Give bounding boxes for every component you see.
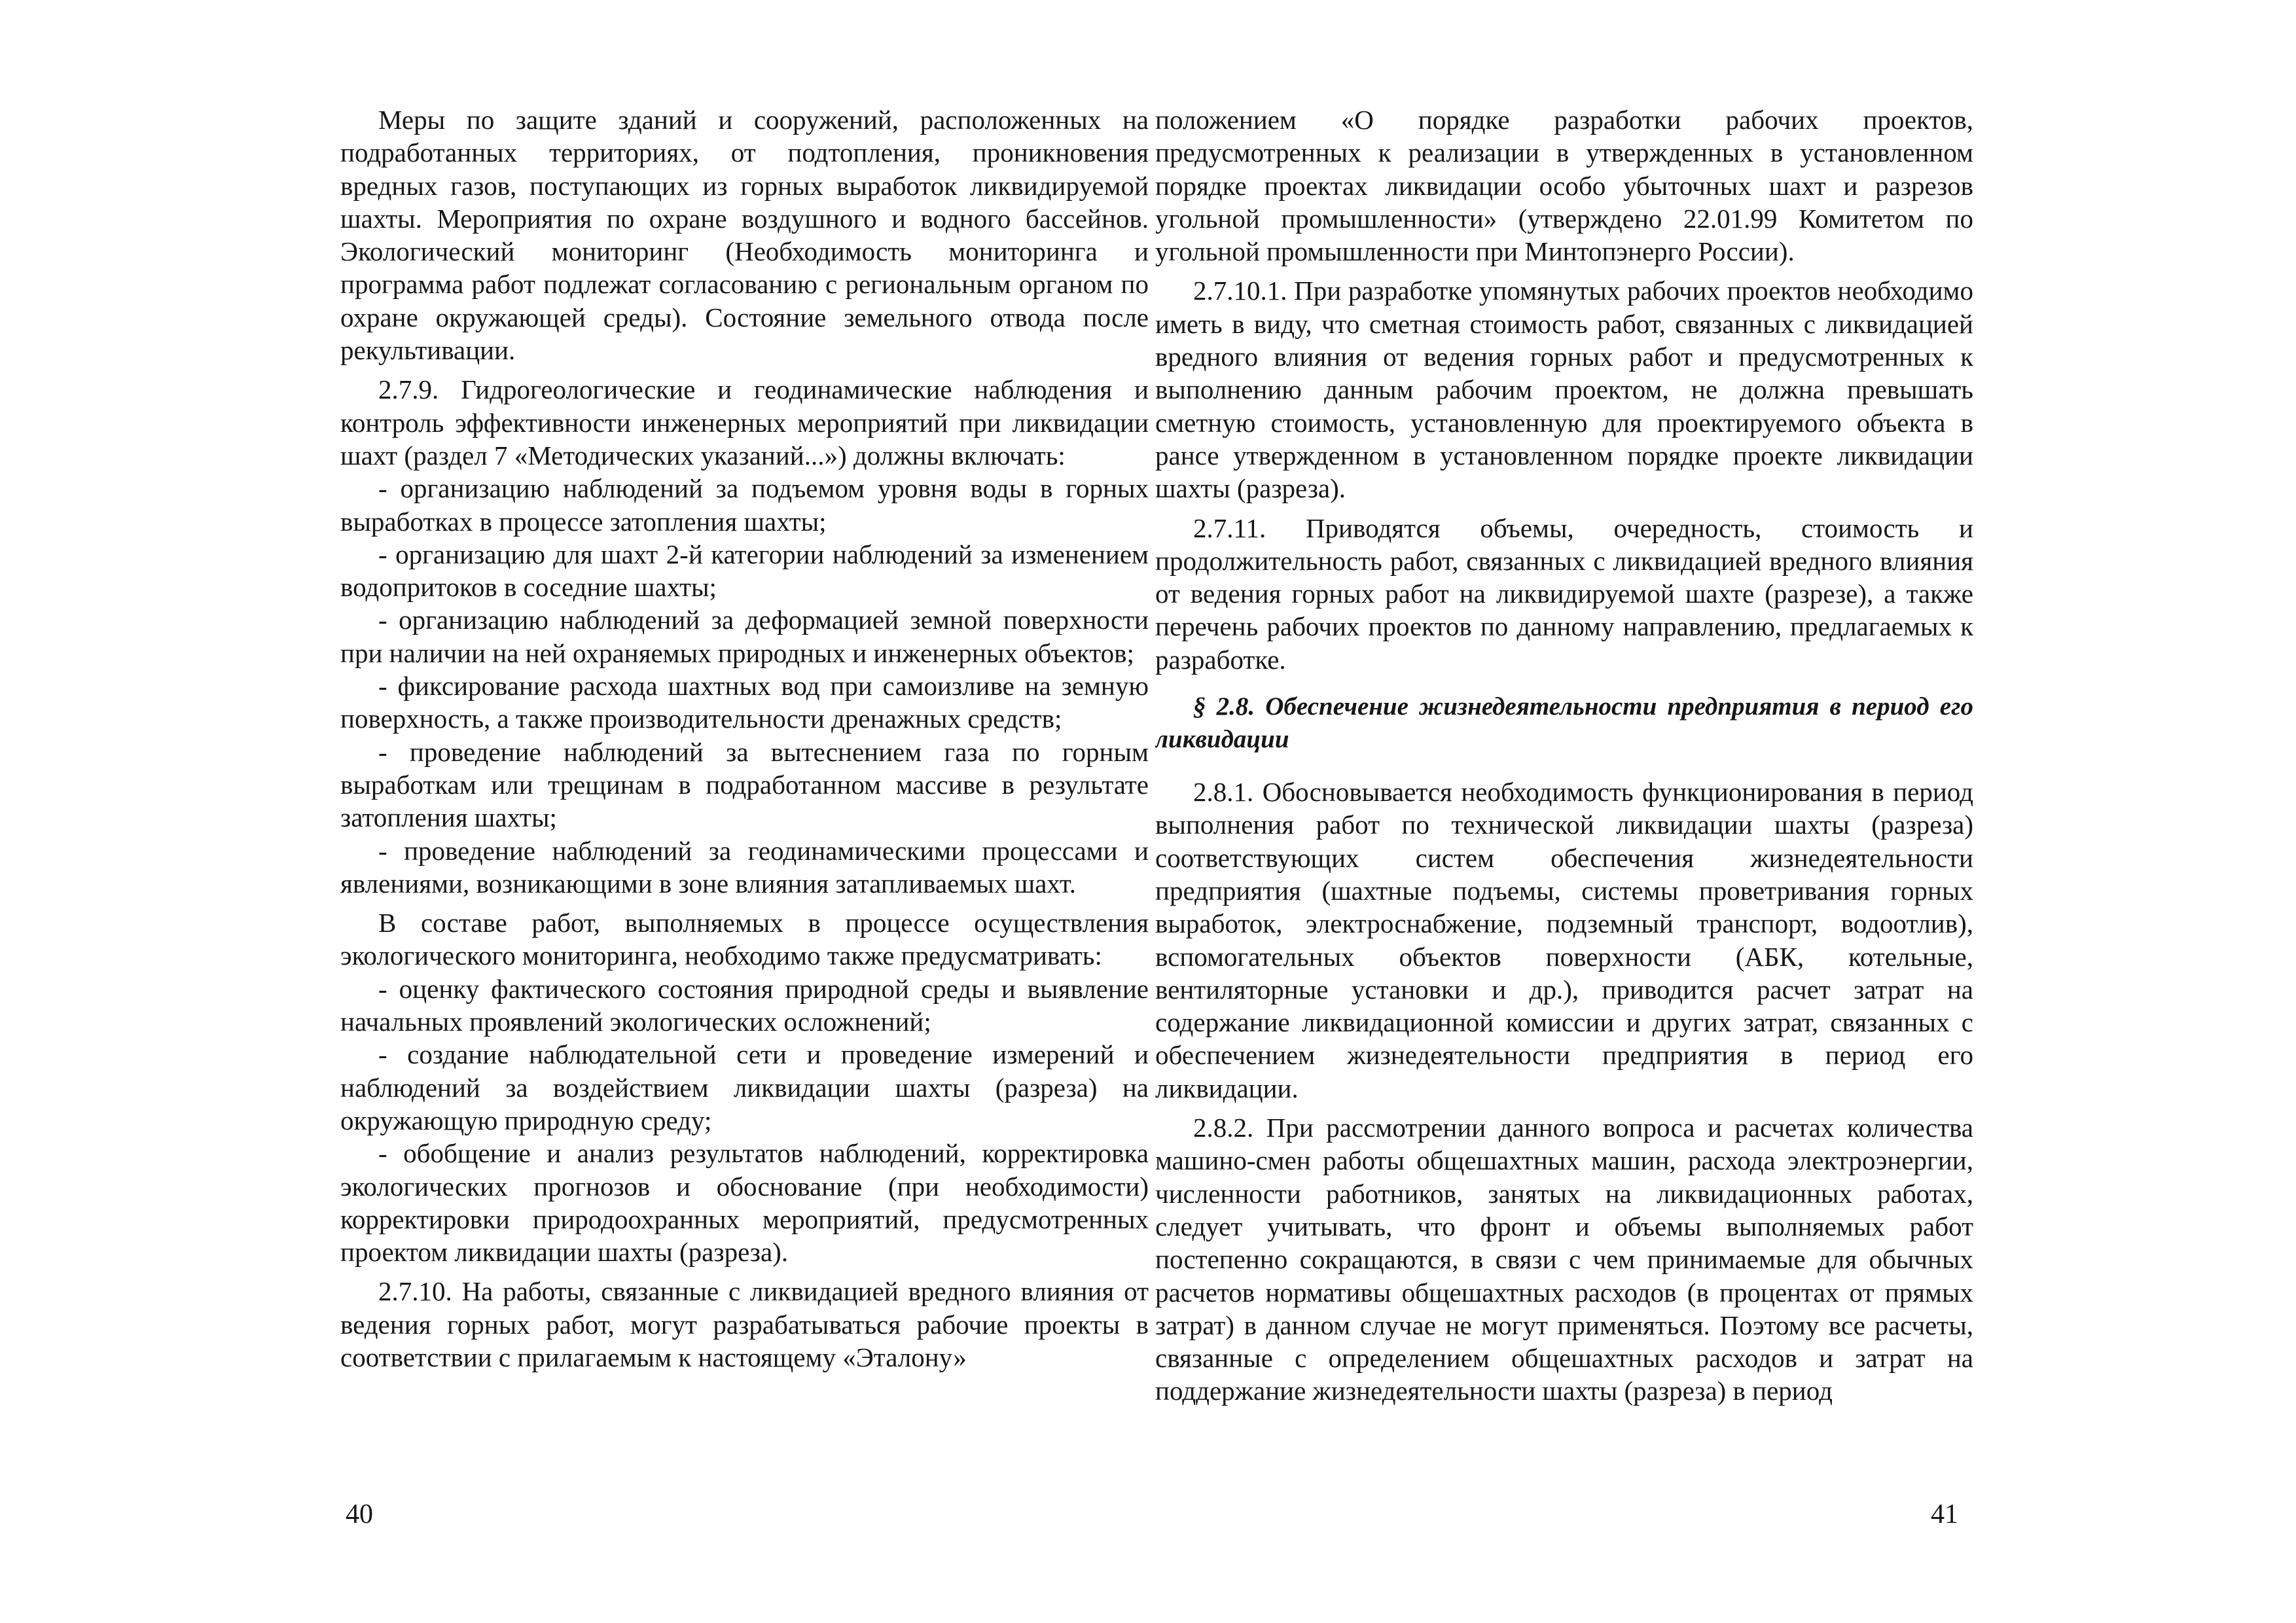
- right-paragraph-5: 2.8.2. При рассмотрении данного вопроса и расчетах количества машино-смен работы общешахтных машин, расхода электроэнергии, численности работников, занятых на ликвидационных работах, следует учитывать, что фронт и объемы выполняемых работ постепенно сокращаются, в связи с чем принимаемые для обычных расчетов нормативы общешахтных расходов (в процентах от прямых затрат) в данном случае не могут применяться. Поэтому все расчеты, связанные с определением общешахтных расходов и затрат на поддержание жизнедеятельности шахты (разреза) в период: [1155, 1113, 1973, 1406]
- right-paragraph-3: 2.7.11. Приводятся объемы, очередность, стоимость и продолжительность работ, связанных с ликвидацией вредного влияния от ведения горных работ на ликвидируемой шахте (разрезе), а также перечень рабочих проектов по данному направлению, предлагаемых к разработке.: [1155, 512, 1973, 675]
- left-paragraph-1: Меры по защите зданий и сооружений, расположенных на подработанных территориях, от подтопления, проникновения вредных газов, поступающих из горных выработок ликвидируемой шахты. Мероприятия по охране воздушного и водного бассейнов. Экологический мониторинг (Необходимость мониторинга и программа работ подлежат согласованию с региональным органом по охране окружающей среды). Состояние земельного отвода после рекультивации.: [340, 105, 1149, 366]
- left-list-item-3: - организацию наблюдений за деформацией земной поверхности при наличии на ней охраняемых природных и инженерных объектов;: [340, 605, 1149, 668]
- left-list-item-1: - организацию наблюдений за подъемом уровня воды в горных выработках в процессе затопления шахты;: [340, 473, 1149, 537]
- right-paragraph-1: положением «О порядке разработки рабочих проектов, предусмотренных к реализации в утвержденных в установленном порядке проектах ликвидации особо убыточных шахт и разрезов угольной промышленности» (утверждено 22.01.99 Комитетом по угольной промышленности при Минтопэнерго России).: [1155, 105, 1973, 267]
- left-page-text: [340, 103, 1149, 1374]
- left-list-item-2: - организацию для шахт 2-й категории наблюдений за изменением водопритоков в соседние шахты;: [340, 539, 1149, 603]
- left-paragraph-4: 2.7.10. На работы, связанные с ликвидацией вредного влияния от ведения горных работ, могут разрабатываться рабочие проекты в соответствии с прилагаемым к настоящему «Эталону»: [340, 1276, 1149, 1372]
- left-list-item-9: - обобщение и анализ результатов наблюдений, корректировка экологических прогнозов и обоснование (при необходимости) корректировки природоохранных мероприятий, предусмотренных проектом ликвидации шахты (разреза).: [340, 1138, 1149, 1268]
- right-page-text: [1155, 103, 1973, 1408]
- left-list-item-6: - проведение наблюдений за геодинамическими процессами и явлениями, возникающими в зоне влияния затапливаемых шахт.: [340, 835, 1149, 899]
- page-number-left: 40: [346, 1499, 373, 1529]
- left-paragraph-2: 2.7.9. Гидрогеологические и геодинамические наблюдения и контроль эффективности инженерных мероприятий при ликвидации шахт (раздел 7 «Методических указаний...») должны включать:: [340, 374, 1149, 471]
- right-paragraph-4: 2.8.1. Обосновывается необходимость функционирования в период выполнения работ по технической ликвидации шахты (разреза) соответствующих систем обеспечения жизнедеятельности предприятия (шахтные подъемы, системы проветривания горных выработок, электроснабжение, подземный транспорт, водоотлив), вспомогательных объектов поверхности (АБК, котельные, вентиляторные установки и др.), приводится расчет затрат на содержание ликвидационной комиссии и других затрат, связанных с обеспечением жизнедеятельности предприятия в период его ликвидации.: [1155, 777, 1973, 1103]
- left-list-item-4: - фиксирование расхода шахтных вод при самоизливе на земную поверхность, а также производительности дренажных средств;: [340, 671, 1149, 734]
- left-list-item-5: - проведение наблюдений за вытеснением газа по горным выработкам или трещинам в подработанном массиве в результате затопления шахты;: [340, 736, 1149, 833]
- left-paragraph-3: В составе работ, выполняемых в процессе осуществления экологического мониторинга, необходимо также предусматривать:: [340, 908, 1149, 971]
- left-list-item-7: - оценку фактического состояния природной среды и выявление начальных проявлений экологических осложнений;: [340, 973, 1149, 1037]
- page-number-right: 41: [1931, 1499, 1958, 1529]
- right-paragraph-2: 2.7.10.1. При разработке упомянутых рабочих проектов необходимо иметь в виду, что сметная стоимость работ, связанных с ликвидацией вредного влияния от ведения горных работ и предусмотренных к выполнению данным рабочим проектом, не должна превышать сметную стоимость, установленную для проектируемого объекта в рансе утвержденном в установленном порядке проекте ликвидации шахты (разреза).: [1155, 276, 1973, 504]
- left-list-item-8: - создание наблюдательной сети и проведение измерений и наблюдений за воздействием ликвидации шахты (разреза) на окружающую природную среду;: [340, 1039, 1149, 1135]
- section-heading: § 2.8. Обеспечение жизнедеятельности предприятия в период его ликвидации: [1155, 692, 1973, 754]
